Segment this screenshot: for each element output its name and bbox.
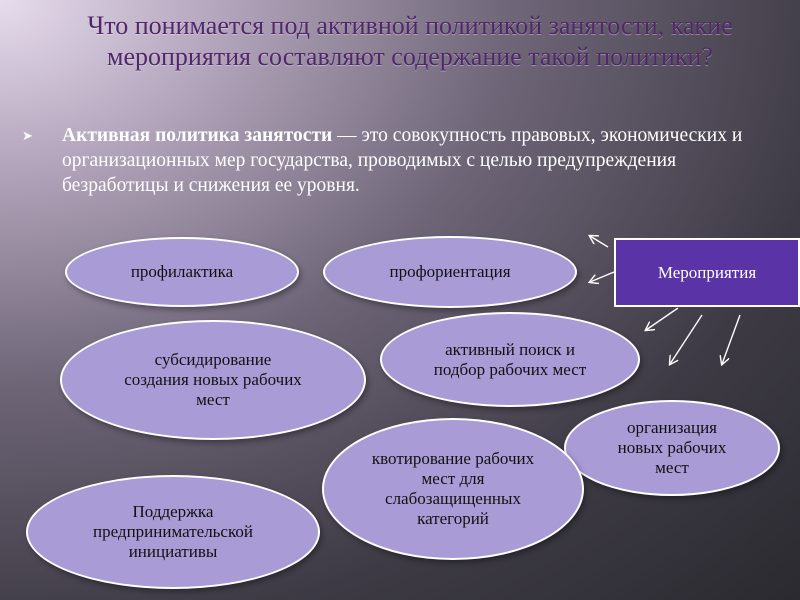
arrow-down-right (722, 315, 740, 364)
arrow-bullet-icon: ➤ (22, 129, 33, 144)
measure-entrepreneurship: Поддержка предпринимательской инициативы (26, 475, 320, 589)
hub-box: Мероприятия (614, 238, 800, 307)
definition-body: — это совокупность правовых, экономических и организационных мер государства, проводимых с целью предупреждения безработицы и снижения ее уровня. (62, 125, 743, 196)
arrow-down (670, 315, 702, 364)
measure-job-subsidy: субсидирование создания новых рабочих мест (60, 320, 366, 440)
slide-title: Что понимается под активной политикой занятости, какие мероприятия составляют содержание такой политики? (87, 11, 733, 71)
measure-new-jobs: организация новых рабочих мест (564, 400, 780, 496)
arrow-down-left (646, 308, 678, 330)
measure-career-guidance: профориентация (323, 236, 577, 308)
measure-prevention: профилактика (65, 237, 299, 307)
arrow-up-left (590, 236, 608, 247)
arrow-left (590, 272, 614, 282)
measure-quotas: квотирование рабочих мест для слабозащищенных категорий (322, 418, 584, 560)
definition-term: Активная политика занятости (62, 125, 333, 146)
measure-job-search: активный поиск и подбор рабочих мест (380, 312, 640, 407)
